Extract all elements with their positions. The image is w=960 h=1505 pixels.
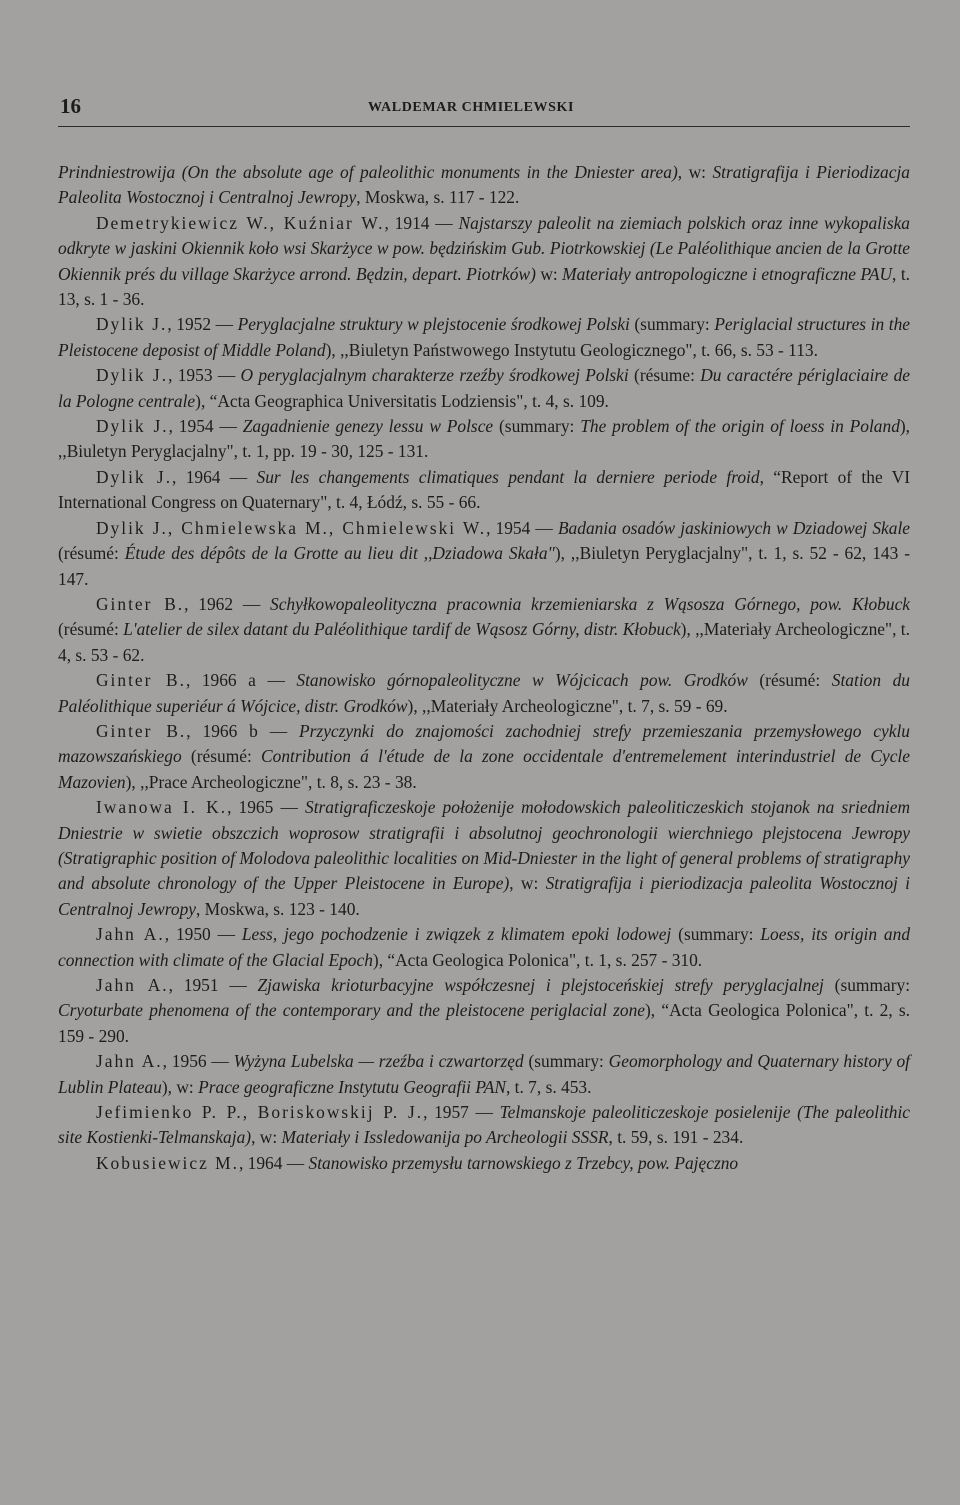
ref-detail-secondary: ), ,,Materiały Archeologiczne", t. 4, s. 53 - 62. bbox=[58, 619, 910, 665]
ref-detail-secondary: ), ,,Materiały Archeologiczne", t. 7, s. 59 - 69. bbox=[407, 695, 728, 716]
ref-year: , 1965 — bbox=[227, 797, 305, 818]
running-head: WALDEMAR CHMIELEWSKI bbox=[368, 100, 575, 115]
ref-year: , 1950 — bbox=[164, 924, 242, 945]
reference-entry bbox=[58, 211, 910, 313]
ref-title-tertiary: Prace geograficzne Instytutu Geografii PAN bbox=[198, 1076, 506, 1097]
page-header bbox=[58, 92, 910, 127]
ref-title: Stratigraficzeskoje położenije mołodowskich paleoliticzeskich stojanok na sriedniem Dniestrie w swietie obszczich woprosow stratigrafii i absolutnoj geochronologii wierchniego plejstocena Jewropy (Stratigraphic position of Molodova paleolithic localities on Mid-Dniester in the light of general problems of stratigraphy and absolute chronology of the Upper Pleistocene in Europe) bbox=[58, 797, 911, 894]
reference-entry bbox=[58, 1100, 910, 1151]
ref-title-secondary: Loess, its origin and connection with climate of the Glacial Epoch bbox=[58, 924, 911, 970]
reference-entry bbox=[58, 973, 910, 1049]
ref-authors: Dylik J. bbox=[96, 365, 169, 386]
reference-entry bbox=[58, 312, 910, 363]
ref-title-secondary: Station du Paléolithique superiéur á Wójcice, distr. Grodków bbox=[58, 670, 910, 716]
reference-entry bbox=[58, 414, 910, 465]
ref-authors: Jahn A. bbox=[96, 924, 165, 945]
ref-detail: , w: bbox=[251, 1127, 282, 1148]
ref-authors: Dylik J. bbox=[96, 314, 168, 335]
ref-detail: (résume: bbox=[628, 365, 701, 386]
ref-title: Prindniestrowija (On the absolute age of paleolithic monuments in the Dniester area) bbox=[58, 162, 678, 182]
ref-detail-secondary: , Moskwa, s. 123 - 140. bbox=[195, 898, 360, 919]
ref-title-secondary: Geomorphology and Quaternary history of Lublin Plateau bbox=[58, 1051, 911, 1097]
ref-title: Telmanskoje paleoliticzeskoje posielenije (The paleolithic site Kostienki-Telmanskaja) bbox=[58, 1102, 910, 1148]
ref-detail: (résumé: bbox=[58, 543, 125, 564]
ref-title-secondary: Periglacial structures in the Pleistocene deposist of Middle Poland bbox=[58, 314, 910, 360]
ref-title-secondary: Cryoturbate phenomena of the contemporary and the pleistocene periglacial zone bbox=[58, 1000, 646, 1021]
ref-year: , 1964 — bbox=[172, 466, 257, 487]
ref-title-secondary: Étude des dépôts de la Grotte au lieu dit ,,Dziadowa Skała" bbox=[124, 543, 555, 564]
reference-entry bbox=[58, 1049, 910, 1100]
ref-authors: Ginter B. bbox=[96, 593, 185, 614]
reference-entry bbox=[58, 160, 910, 211]
ref-title: Sur les changements climatiques pendant la derniere periode froid bbox=[256, 466, 760, 487]
ref-year: , 1954 — bbox=[168, 416, 243, 437]
ref-title: Badania osadów jaskiniowych w Dziadowej Skale bbox=[557, 517, 911, 538]
ref-year: , 1966 b — bbox=[186, 720, 300, 741]
ref-detail: w: bbox=[535, 263, 563, 284]
ref-authors: Dylik J. bbox=[96, 416, 169, 437]
ref-detail-secondary: , t. 13, s. 1 - 36. bbox=[58, 263, 910, 310]
ref-detail-secondary: ), “Acta Geographica Universitatis Lodziensis", t. 4, s. 109. bbox=[195, 390, 609, 411]
reference-entry bbox=[58, 465, 910, 516]
ref-title: Stanowisko górnopaleolityczne w Wójcicach pow. Grodków bbox=[296, 670, 748, 691]
reference-entry bbox=[58, 922, 910, 973]
ref-year: , 1952 — bbox=[167, 314, 238, 335]
ref-detail: (résumé: bbox=[181, 746, 262, 767]
reference-entry bbox=[58, 516, 910, 592]
ref-detail: (summary: bbox=[823, 975, 911, 995]
ref-detail-secondary: ), “Acta Geologica Polonica", t. 2, s. 159 - 290. bbox=[58, 1000, 910, 1046]
ref-title: Zagadnienie genezy lessu w Polsce bbox=[242, 416, 494, 437]
ref-detail: (résumé: bbox=[747, 670, 832, 691]
ref-year: , 1951 — bbox=[168, 975, 258, 995]
ref-detail: (summary: bbox=[493, 416, 581, 437]
ref-year: , 1953 — bbox=[168, 365, 241, 386]
ref-detail: (résumé: bbox=[58, 619, 124, 640]
ref-title-secondary: L'atelier de silex datant du Paléolithique tardif de Wąsosz Górny, distr. Kłobuck bbox=[123, 619, 681, 640]
ref-authors: Iwanowa I. K. bbox=[96, 797, 228, 818]
ref-detail: (summary: bbox=[523, 1051, 609, 1072]
ref-authors: Dylik J. bbox=[96, 466, 173, 487]
reference-entry bbox=[58, 719, 910, 795]
ref-detail-secondary: ), “Acta Geologica Polonica", t. 1, s. 257 - 310. bbox=[372, 949, 703, 970]
ref-detail: , w: bbox=[677, 162, 713, 182]
reference-entry bbox=[58, 668, 910, 719]
page-number: 16 bbox=[60, 94, 81, 118]
reference-entry bbox=[58, 795, 910, 922]
ref-authors: Jefimienko P. P., Boriskowskij P. J. bbox=[96, 1102, 424, 1123]
ref-detail-secondary: ), ,,Biuletyn Państwowego Instytutu Geologicznego", t. 66, s. 53 - 113. bbox=[325, 339, 818, 360]
ref-detail: (summary: bbox=[629, 314, 715, 335]
ref-title-secondary: Materiały antropologiczne i etnograficzne PAU bbox=[562, 263, 893, 284]
ref-title-secondary: Materiały i Issledowanija po Archeologii SSSR bbox=[281, 1127, 609, 1148]
ref-authors: Dylik J., Chmielewska M., Chmielewski W. bbox=[96, 517, 487, 538]
ref-detail: , “Report of the VI International Congress on Quaternary", t. 4, Łódź, s. 55 - 66. bbox=[58, 466, 911, 513]
ref-title-secondary: The problem of the origin of loess in Poland bbox=[580, 416, 900, 437]
reference-entry bbox=[58, 1151, 910, 1176]
ref-year: , 1956 — bbox=[162, 1051, 234, 1072]
ref-detail-secondary: , t. 59, s. 191 - 234. bbox=[608, 1127, 744, 1148]
ref-title: O peryglacjalnym charakterze rzeźby środkowej Polski bbox=[240, 365, 629, 386]
ref-title: Przyczynki do znajomości zachodniej strefy przemieszania przemysłowego cyklu mazowszańskiego bbox=[58, 720, 910, 767]
ref-title: Wyżyna Lubelska — rzeźba i czwartorzęd bbox=[233, 1051, 524, 1072]
ref-title-secondary: Contribution á l'étude de la zone occidentale d'entremelement interindustriel de Cycle Mazovien bbox=[58, 746, 910, 792]
reference-entry bbox=[58, 363, 910, 414]
ref-title: Peryglacjalne struktury w plejstocenie środkowej Polski bbox=[237, 314, 630, 335]
reference-list bbox=[58, 160, 910, 1176]
ref-title: Stanowisko przemysłu tarnowskiego z Trzebcy, pow. Pajęczno bbox=[308, 1152, 739, 1173]
ref-detail-tertiary: , t. 7, s. 453. bbox=[505, 1076, 592, 1097]
ref-year: , 1966 a — bbox=[185, 670, 297, 691]
ref-detail-secondary: , Moskwa, s. 117 - 122. bbox=[356, 187, 520, 208]
ref-year: , 1957 — bbox=[423, 1102, 500, 1123]
ref-year: , 1964 — bbox=[238, 1152, 309, 1173]
ref-title: Zjawiska krioturbacyjne współczesnej i plejstoceńskiej strefy peryglacjalnej bbox=[257, 975, 824, 995]
ref-title-secondary: Stratigrafija i pieriodizacja paleolita Wostocznoj i Centralnoj Jewropy bbox=[58, 873, 910, 919]
ref-year: , 1962 — bbox=[184, 593, 271, 614]
ref-detail-secondary: ), ,,Biuletyn Peryglacjalny", t. 1, pp. 19 - 30, 125 - 131. bbox=[58, 416, 911, 462]
ref-title: Less, jego pochodzenie i związek z klimatem epoki lodowej bbox=[241, 924, 672, 945]
ref-year: , 1954 — bbox=[486, 517, 558, 538]
ref-year: , 1914 — bbox=[384, 212, 459, 233]
ref-authors: Jahn A. bbox=[96, 975, 169, 995]
ref-authors: Ginter B. bbox=[96, 720, 187, 741]
ref-detail-secondary: ), ,,Biuletyn Peryglacjalny", t. 1, s. 52 - 62, 143 - 147. bbox=[58, 543, 910, 589]
ref-detail-secondary: ), w: bbox=[161, 1076, 199, 1097]
reference-entry bbox=[58, 592, 910, 668]
ref-detail-secondary: ), ,,Prace Archeologiczne", t. 8, s. 23 - 38. bbox=[125, 771, 417, 792]
ref-title-secondary: Stratigrafija i Pieriodizacja Paleolita Wostocznoj i Centralnoj Jewropy bbox=[58, 162, 911, 208]
ref-authors: Ginter B. bbox=[96, 670, 186, 691]
ref-title: Najstarszy paleolit na ziemiach polskich oraz inne wykopaliska odkryte w jaskini Okiennik koło wsi Skarżyce w pow. będzińskim Gub. Piotrkowskiej (Le Paléolithique ancien de la Grotte Okiennik prés du village Skarżyce arrond. Będzin, depart. Piotrków) bbox=[58, 212, 910, 284]
ref-authors: Kobusiewicz M. bbox=[96, 1152, 239, 1173]
ref-detail: (summary: bbox=[671, 924, 761, 945]
ref-detail: , w: bbox=[509, 873, 546, 894]
ref-title: Schyłkowopaleolityczna pracownia krzemieniarska z Wąsosza Górnego, pow. Kłobuck bbox=[270, 593, 911, 614]
ref-title-secondary: Du caractére périglaciaire de la Pologne centrale bbox=[58, 365, 910, 411]
ref-authors: Demetrykiewicz W., Kuźniar W. bbox=[96, 212, 385, 233]
ref-authors: Jahn A. bbox=[96, 1051, 163, 1072]
